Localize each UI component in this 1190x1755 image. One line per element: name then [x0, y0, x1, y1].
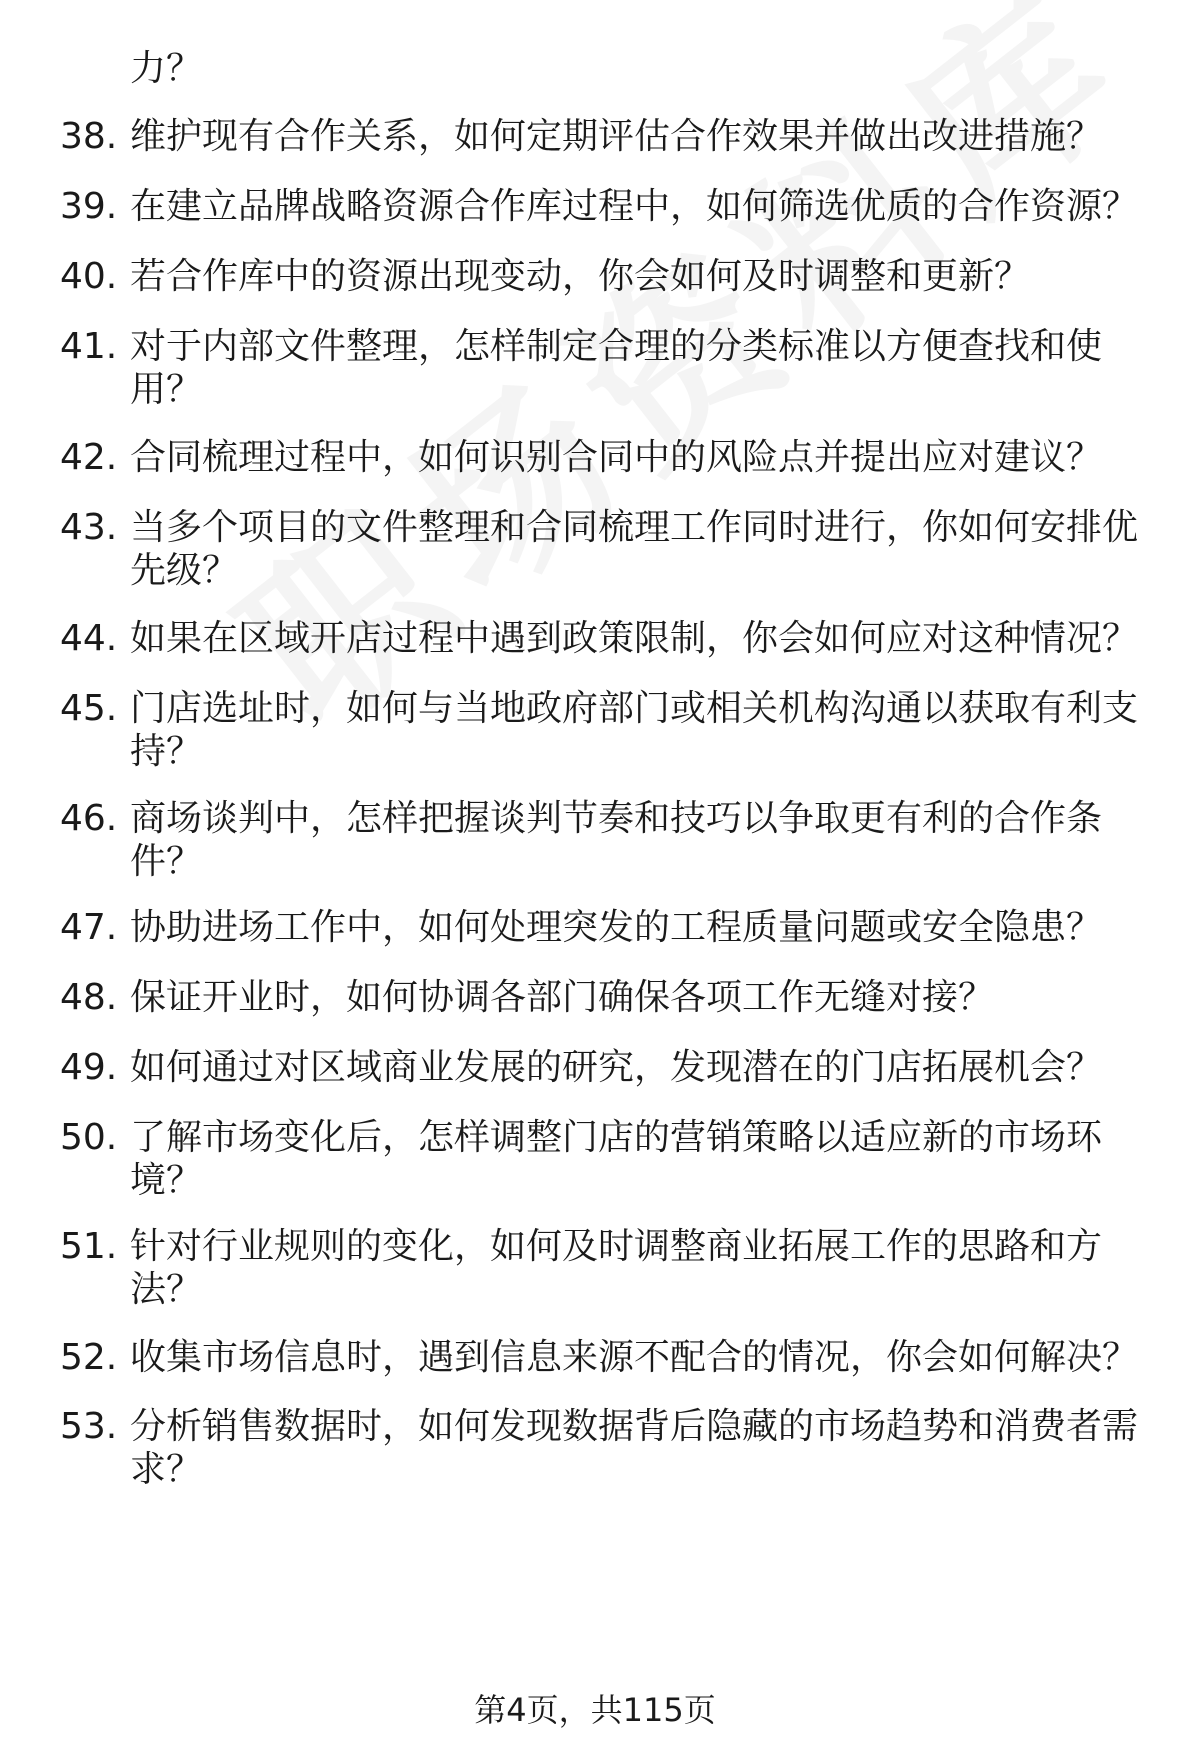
continuation-text: 力？: [130, 48, 203, 89]
question-text: 协助进场工作中，如何处理突发的工程质量问题或安全隐患？: [130, 907, 1103, 948]
question-text: 若合作库中的资源出现变动，你会如何及时调整和更新？: [130, 256, 1031, 297]
question-item: [60, 1336, 1160, 1379]
question-item: [60, 506, 1160, 592]
question-number: 38.: [60, 116, 118, 157]
question-text: 维护现有合作关系，如何定期评估合作效果并做出改进措施？: [130, 116, 1103, 157]
question-item: [60, 1225, 1160, 1311]
question-item: [60, 976, 1160, 1019]
question-text: 了解市场变化后，怎样调整门店的营销策略以适应新的市场环境？: [130, 1117, 1103, 1201]
question-item: [60, 1046, 1160, 1089]
question-number: 48.: [60, 977, 118, 1018]
question-number: 46.: [60, 798, 118, 839]
question-number: 43.: [60, 507, 118, 548]
question-text: 收集市场信息时，遇到信息来源不配合的情况，你会如何解决？: [130, 1337, 1139, 1378]
question-number: 45.: [60, 688, 118, 729]
question-item: [60, 687, 1160, 773]
question-number: 52.: [60, 1337, 118, 1378]
question-item: [60, 617, 1160, 660]
question-text: 分析销售数据时，如何发现数据背后隐藏的市场趋势和消费者需求？: [130, 1406, 1139, 1490]
question-number: 40.: [60, 256, 118, 297]
question-text: 门店选址时，如何与当地政府部门或相关机构沟通以获取有利支持？: [130, 688, 1139, 772]
question-text: 在建立品牌战略资源合作库过程中，如何筛选优质的合作资源？: [130, 186, 1139, 227]
question-item: [60, 797, 1160, 883]
question-text: 针对行业规则的变化，如何及时调整商业拓展工作的思路和方法？: [130, 1226, 1103, 1310]
question-item: [60, 115, 1160, 158]
question-number: 53.: [60, 1406, 118, 1447]
question-number: 47.: [60, 907, 118, 948]
question-item: [60, 255, 1160, 298]
question-number: 44.: [60, 618, 118, 659]
question-item: [60, 1116, 1160, 1202]
question-item: [60, 325, 1160, 411]
question-item: [60, 436, 1160, 479]
question-text: 合同梳理过程中，如何识别合同中的风险点并提出应对建议？: [130, 437, 1103, 478]
question-text: 保证开业时，如何协调各部门确保各项工作无缝对接？: [130, 977, 995, 1018]
question-text: 如何通过对区域商业发展的研究，发现潜在的门店拓展机会？: [130, 1047, 1103, 1088]
page-footer: 第4页，共115页: [474, 1691, 716, 1729]
question-number: 39.: [60, 186, 118, 227]
question-number: 49.: [60, 1047, 118, 1088]
question-text: 当多个项目的文件整理和合同梳理工作同时进行，你如何安排优先级？: [130, 507, 1139, 591]
question-text: 对于内部文件整理，怎样制定合理的分类标准以方便查找和使用？: [130, 326, 1103, 410]
question-number: 50.: [60, 1117, 118, 1158]
question-item: [60, 1405, 1160, 1491]
continuation-line: [60, 47, 1160, 90]
question-number: 51.: [60, 1226, 118, 1267]
question-number: 42.: [60, 437, 118, 478]
question-text: 如果在区域开店过程中遇到政策限制，你会如何应对这种情况？: [130, 618, 1139, 659]
question-item: [60, 906, 1160, 949]
question-number: 41.: [60, 326, 118, 367]
question-text: 商场谈判中，怎样把握谈判节奏和技巧以争取更有利的合作条件？: [130, 798, 1103, 882]
question-item: [60, 185, 1160, 228]
